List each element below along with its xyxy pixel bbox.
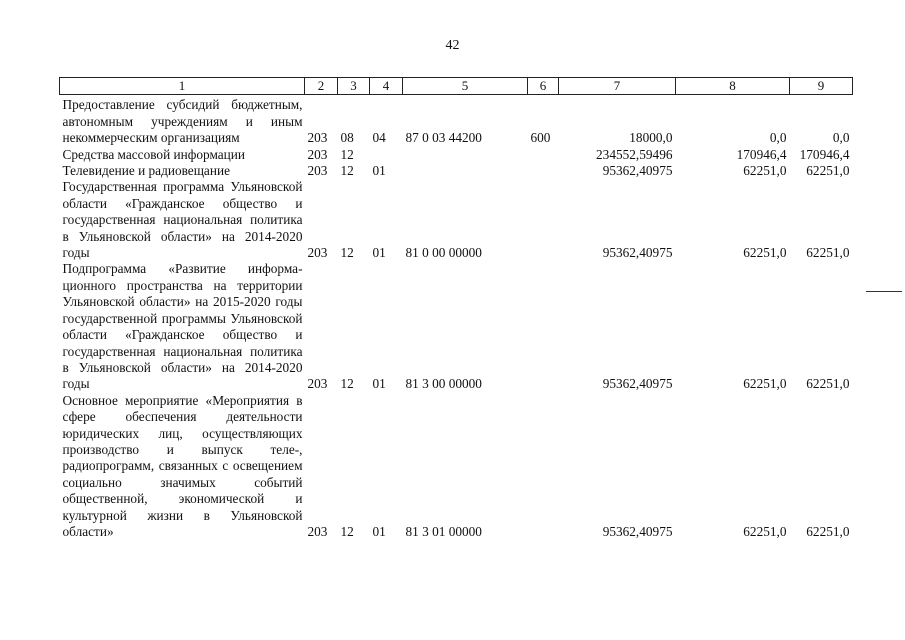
row-name: Телевидение и радиовещание (62, 163, 230, 179)
row-col-5: 87 0 03 44200 (405, 130, 482, 146)
row-name: Государственная программа Ульяновской области «Гражданское общество и государственная национальная политика в Ульяновской области» на 2014-2020 годы (62, 179, 303, 261)
table-row (60, 393, 853, 541)
row-col-4: 01 (372, 163, 386, 179)
row-col-6 (528, 147, 559, 163)
header-col-5: 5 (403, 78, 528, 95)
table-body (60, 95, 853, 540)
table-row (60, 163, 853, 179)
row-col-5 (403, 147, 528, 163)
row-col-7: 95362,40975 (602, 376, 673, 392)
row-col-5: 81 3 00 00000 (405, 376, 482, 392)
row-col-7: 95362,40975 (602, 523, 673, 539)
row-col-5: 81 0 00 00000 (405, 245, 482, 261)
row-col-2: 203 (307, 523, 328, 539)
budget-table (59, 77, 853, 540)
row-col-8: 0,0 (769, 130, 787, 146)
row-col-3: 12 (340, 376, 354, 392)
header-col-2: 2 (305, 78, 338, 95)
row-name: Предоставление субсидий бюджетным, автономным учреждениям и иным некоммерческим организациям (62, 97, 303, 146)
header-col-6: 6 (528, 78, 559, 95)
row-col-7: 18000,0 (629, 130, 673, 146)
row-col-4: 04 (372, 130, 386, 146)
row-col-3: 12 (340, 245, 354, 261)
row-col-3: 08 (340, 130, 354, 146)
row-col-6 (528, 163, 559, 179)
header-row (60, 78, 853, 95)
row-name: Основное мероприятие «Мероприятия в сфере обеспечения деятельности юридических лиц, осуществляющих производство и выпуск теле-, радиопрограмм, связанных с освещением социально значимых событий общественной, экономической и культурной жизни в Ульяновской области» (62, 392, 303, 539)
row-col-8: 62251,0 (743, 376, 787, 392)
row-col-9: 170946,4 (799, 146, 850, 162)
row-col-2: 203 (307, 163, 328, 179)
row-col-8: 62251,0 (743, 163, 787, 179)
row-col-6 (528, 393, 559, 541)
row-col-6: 600 (530, 130, 551, 146)
row-col-9: 62251,0 (806, 245, 850, 261)
row-col-4: 01 (372, 376, 386, 392)
table-header (60, 78, 853, 95)
table-row (60, 147, 853, 163)
row-col-4 (370, 147, 403, 163)
row-col-6 (528, 261, 559, 392)
budget-table-container (59, 77, 852, 540)
row-col-2: 203 (307, 245, 328, 261)
row-name: Средства массовой информации (62, 146, 246, 162)
row-col-9: 0,0 (832, 130, 850, 146)
row-col-8: 170946,4 (736, 146, 787, 162)
header-col-8: 8 (676, 78, 790, 95)
row-col-9: 62251,0 (806, 163, 850, 179)
header-col-9: 9 (790, 78, 853, 95)
row-col-8: 62251,0 (743, 523, 787, 539)
row-name: Подпрограмма «Развитие информационного пространства на территории Ульяновской области» на 2015-2020 годы государственной программы Ульяновской области «Гражданское общество и государственная национальная политика в Ульяновской области» на 2014-2020 годы (62, 261, 303, 392)
row-col-5 (403, 163, 528, 179)
header-col-1: 1 (60, 78, 305, 95)
table-row (60, 261, 853, 392)
row-col-3: 12 (340, 523, 354, 539)
margin-mark (866, 291, 902, 292)
row-col-2: 203 (307, 376, 328, 392)
row-col-2: 203 (307, 130, 328, 146)
row-col-6 (528, 179, 559, 261)
header-col-3: 3 (338, 78, 370, 95)
table-row (60, 95, 853, 147)
header-col-4: 4 (370, 78, 403, 95)
row-col-8: 62251,0 (743, 245, 787, 261)
table-row (60, 179, 853, 261)
row-col-4: 01 (372, 523, 386, 539)
row-col-2: 203 (307, 146, 328, 162)
header-col-7: 7 (559, 78, 676, 95)
row-col-5: 81 3 01 00000 (405, 523, 482, 539)
row-col-9: 62251,0 (806, 376, 850, 392)
row-col-7: 95362,40975 (602, 245, 673, 261)
row-col-3: 12 (340, 146, 354, 162)
row-col-4: 01 (372, 245, 386, 261)
row-col-7: 95362,40975 (602, 163, 673, 179)
row-col-3: 12 (340, 163, 354, 179)
row-col-7: 234552,59496 (596, 146, 673, 162)
row-col-9: 62251,0 (806, 523, 850, 539)
page-number: 42 (445, 38, 460, 53)
